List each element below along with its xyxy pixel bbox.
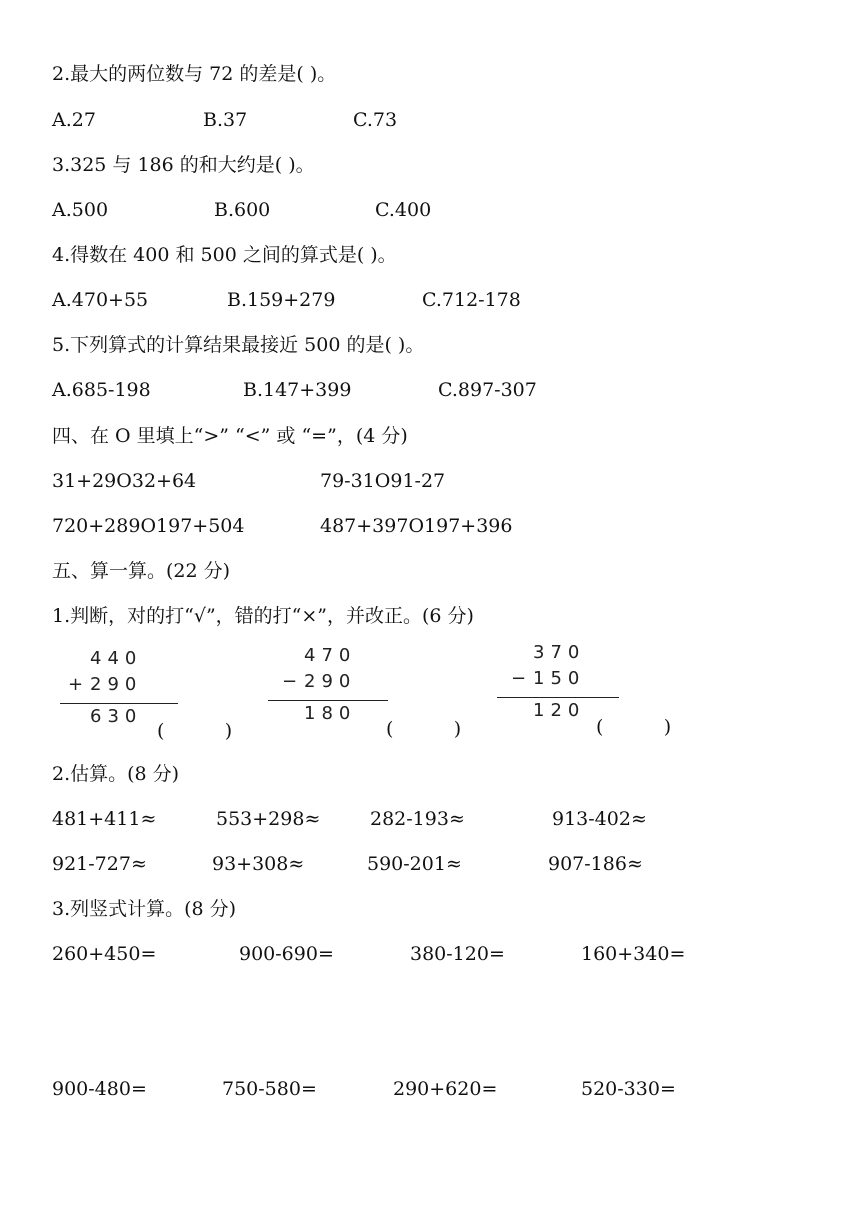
vertical-calc-item: 380-120=: [410, 943, 505, 965]
q3-option-b: B.600: [214, 199, 271, 221]
estimate-item: 913-402≈: [552, 808, 647, 830]
q5-option-b: B.147+399: [243, 379, 352, 401]
q2-option-b: B.37: [203, 109, 248, 131]
vertical-calc-item: 290+620=: [393, 1078, 498, 1100]
vertical-bottom-number: 290: [90, 674, 143, 695]
estimate-item: 921-727≈: [52, 853, 147, 875]
vertical-calc-item: 260+450=: [52, 943, 157, 965]
vertical-top-number: 370: [533, 642, 586, 663]
vertical-rule: [60, 703, 178, 704]
q4-option-b: B.159+279: [227, 289, 336, 311]
judge-answer-paren: ( ): [386, 718, 462, 740]
vertical-calc-item: 160+340=: [581, 943, 686, 965]
compare-item: 487+397O197+396: [320, 515, 513, 537]
judge-answer-paren: ( ): [157, 720, 233, 742]
vertical-rule: [497, 697, 619, 698]
vertical-bottom-number: 150: [533, 668, 586, 689]
vertical-top-number: 470: [304, 645, 357, 666]
compare-item: 720+289O197+504: [52, 515, 245, 537]
vertical-calc-item: 900-480=: [52, 1078, 147, 1100]
estimate-item: 907-186≈: [548, 853, 643, 875]
estimate-item: 282-193≈: [370, 808, 465, 830]
section-5-title: 五、算一算。(22 分): [52, 560, 231, 582]
question-2-text: 2.最大的两位数与 72 的差是( )。: [52, 63, 337, 85]
section-4-title: 四、在 O 里填上“>” “<” 或 “=”，(4 分): [52, 425, 408, 447]
estimate-item: 481+411≈: [52, 808, 157, 830]
vertical-operator: −: [282, 671, 304, 692]
vertical-result: 120: [533, 700, 586, 721]
q3-option-a: A.500: [52, 199, 109, 221]
q2-option-a: A.27: [52, 109, 96, 131]
vertical-calc-item: 900-690=: [239, 943, 334, 965]
judge-title: 1.判断，对的打“√”，错的打“×”，并改正。(6 分): [52, 605, 474, 627]
vertical-operator: +: [68, 674, 90, 695]
vertical-top-number: 440: [90, 648, 143, 669]
vertical-calc-item: 750-580=: [222, 1078, 317, 1100]
vertical-rule: [268, 700, 388, 701]
q4-option-a: A.470+55: [52, 289, 149, 311]
vertical-operator: −: [511, 668, 533, 689]
question-3-text: 3.325 与 186 的和大约是( )。: [52, 154, 315, 176]
judge-answer-paren: ( ): [596, 716, 672, 738]
estimate-item: 553+298≈: [216, 808, 321, 830]
vertical-bottom-number: 290: [304, 671, 357, 692]
vertical-calc-item: 520-330=: [581, 1078, 676, 1100]
estimate-item: 93+308≈: [212, 853, 305, 875]
vertical-result: 630: [90, 706, 143, 727]
q2-option-c: C.73: [353, 109, 398, 131]
question-4-text: 4.得数在 400 和 500 之间的算式是( )。: [52, 244, 397, 266]
estimate-item: 590-201≈: [367, 853, 462, 875]
compare-item: 31+29O32+64: [52, 470, 197, 492]
q3-option-c: C.400: [375, 199, 432, 221]
q5-option-c: C.897-307: [438, 379, 537, 401]
vertical-result: 180: [304, 703, 357, 724]
vertical-calc-title: 3.列竖式计算。(8 分): [52, 898, 237, 920]
estimate-title: 2.估算。(8 分): [52, 763, 180, 785]
compare-item: 79-31O91-27: [320, 470, 446, 492]
question-5-text: 5.下列算式的计算结果最接近 500 的是( )。: [52, 334, 425, 356]
q4-option-c: C.712-178: [422, 289, 521, 311]
q5-option-a: A.685-198: [52, 379, 151, 401]
